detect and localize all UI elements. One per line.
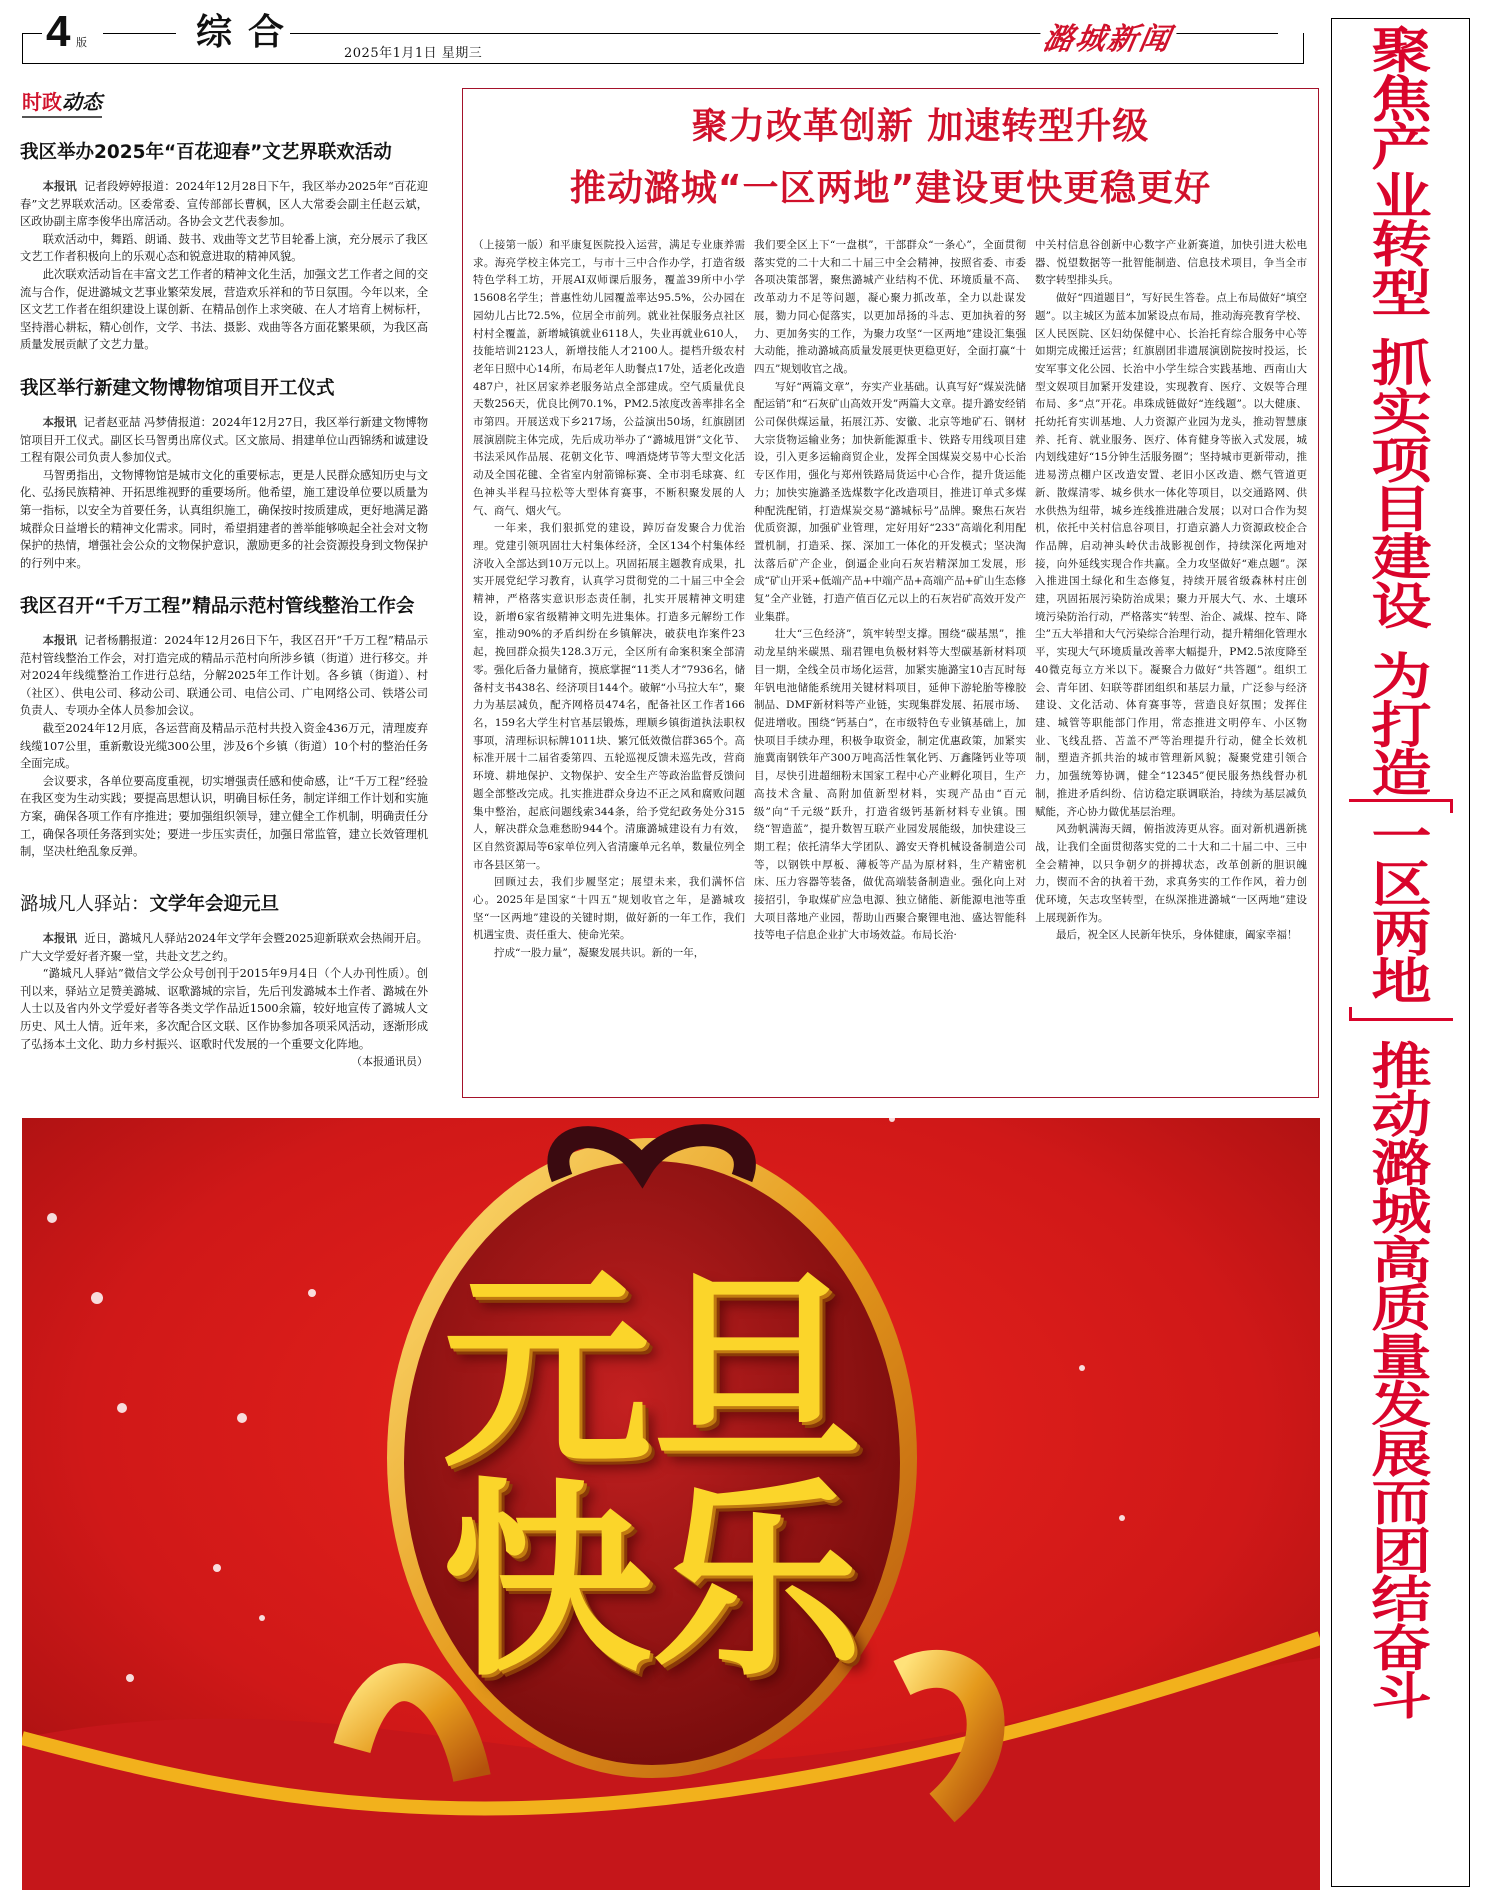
slogan-char: 聚 [1371,22,1432,80]
paragraph [20,930,428,965]
masthead-rule [22,33,42,34]
page-unit: 版 [76,36,87,49]
article-paragraph: 写好“两篇文章”，夯实产业基础。认真写好“煤炭洗储配运销”和“石灰矿山高效开发”两篇大文章。提升潞安经销公司保供煤运量，拓展江苏、安徽、北京等地矿石、钢材大宗货物运输业务；加快新能源重卡、铁路专用线项目建设，引入更多运输商贸企业，发挥全国煤炭交易中心长治专区作用，强化与郑州铁路局货运中心合作，提升货运能力；加快实施潞圣选煤数字化改造项目，推进订单式多煤种配洗配销，打造煤炭交易“潞城标号”品牌。聚焦石灰岩优质资源，加强矿业管理，定好用好“233”高端化利用配置机制，打造采、探、深加工一体化的开发模式；坚决淘汰落后矿产企业，倒逼企业向石灰岩精深加工发展，形成“矿山开采+低端产品+中端产品+高端产品+矿山生态修复”全产业链，打造产值百亿元以上的石灰岩矿高效开发产业集群。 [754,380,1026,623]
paragraph: 此次联欢活动旨在丰富文艺工作者的精神文化生活，加强文艺工作者之间的交流与合作，促进潞城文艺事业繁荣发展，营造欢乐祥和的节日氛围。今年以来，全区文艺工作者在组织建设上谋创新、在精品创作上求突破、在人才培育上树标杆，坚持潜心耕耘，精心创作，文学、书法、摄影、戏曲等各方面花繁果硕，为我区高质量发展贡献了文艺力量。 [20,267,428,352]
article-paragraph: 最后，祝全区人民新年快乐，身体健康，阖家幸福！ [1056,929,1298,942]
slogan-char: 推 [1371,1037,1432,1096]
paragraph: 联欢活动中，舞蹈、朗诵、鼓书、戏曲等文艺节目轮番上演，充分展示了我区文艺工作者积极向上的乐观心态和锐意进取的精神风貌。 [20,232,428,264]
headline-prefix: 潞城凡人驿站： [20,894,150,915]
slogan-segment [1332,799,1469,1021]
greeting-line-2: 快乐 [442,1460,863,1705]
slogan-char: 打 [1371,696,1432,755]
article-paragraph: 我们要全区上下“一盘棋”，干部群众“一条心”，全面贯彻落实党的二十大和二十届三中全会精神，按照省委、市委各项决策部署，聚焦潞城产业结构不优、环境质量不高、改革动力不足等问题，凝心聚力抓改革，全力以赴谋发展，勠力同心促落实，以更加昂扬的斗志、更加执着的努力、更加务实的工作，为聚力攻坚“一区两地”建设汇集强大动能，推动潞城高质量发展更快更稳更好，全面打赢“十四五”规划收官之战。 [754,239,1026,375]
news-headline[interactable] [20,892,428,918]
article-paragraph: 风劲帆满海天阔，俯指波涛更从容。面对新机遇新挑战，让我们全面贯彻落实党的二十大和二十届二中、三中全会精神，以只争朝夕的拼搏状态，改革创新的胆识魄力，锲而不舍的执着干劲，求真务实的工作作风，着力创优环境，矢志攻坚转型，在纵深推进潞城“一区两地”建设上展现新作为。 [1035,823,1307,924]
column-title-red: 时政 [22,90,62,114]
newspaper-logo: 潞城新闻 [1036,14,1180,58]
article-column-2 [754,237,1026,1089]
slogan-char: 城 [1371,1183,1432,1241]
paragraph [20,632,428,720]
slogan-char: 业 [1371,167,1432,226]
slogan-segment [1332,1037,1469,1726]
slogan-char: 项 [1371,432,1432,490]
slogan-char: 潞 [1371,1134,1432,1193]
article-paragraph: （上接第一版）和平康复医院投入运营，满足专业康养需求。海亮学校主体完工，与市十三中合作办学，打造省级特色学科工坊，开展AI双师课后服务，覆盖39所中小学15608名学生；普惠性幼儿园覆盖率达95.5%，公办园在园幼儿占比72.5%，位居全市前列。就业社保服务点社区村村全覆盖，新增城镇就业6118人，失业再就业610人，技能培训2123人，新增技能人才2100人。提档升级农村老年日照中心14所，布局老年人助餐点17处，适老化改造487户，社区居家养老服务站点全部建成。空气质量优良天数256天，优良比例70.1%，PM2.5浓度改善率排名全市第四。开展送戏下乡217场，公益演出50场，红旗剧团展演剧院主体完成，先后成功举办了“潞城甩饼”文化节、书法采风作品展、花朝文化节、啤酒烧烤节等大型文化活动及全国花毽、全省室内射箭锦标赛、全市羽毛球赛、红色神头半程马拉松等大型体育赛事，不断积聚发展的人气、商气、烟火气。 [473,239,745,517]
vertical-slogan-banner [1331,18,1470,1887]
slogan-char: 目 [1371,480,1432,539]
news-body [20,930,428,1071]
slogan-char: 造 [1371,745,1432,803]
paragraph-text: 近日，潞城凡人驿站2024年文学年会暨2025迎新联欢会热闹开启。广大文学爱好者齐聚一堂，共赴文艺之约。 [20,932,428,963]
slogan-char: 质 [1371,1280,1432,1338]
slogan-segment [1332,335,1469,636]
byline-tag: 本报讯 [42,932,77,945]
slogan-char: 一 [1371,807,1432,866]
issue-date: 2025年1月1日 星期三 [344,46,483,61]
slogan-char: 抓 [1371,335,1432,393]
news-item [20,594,428,861]
byline-tag: 本报讯 [42,634,77,647]
article-paragraph: 壮大“三色经济”，筑牢转型支撑。围绕“碳基黑”，推动龙星纳米碳黑、瑞君锂电负极材料等大型碳基新材料项目一期，全线全员市场化运营，加紧实施潞宝10吉瓦时每年钒电池储能系统用关键材料项目，延伸下游轮胎等橡胶制品、DMF新材料等产业链，实现集群发展、拓展市场、促进增收。围绕“钙基白”，在市级特色专业镇基础上，加快项目手续办理，积极争取资金，制定优惠政策，加紧实施冀南钢铁年产300万吨高活性氧化钙、万鑫隆钙业等项目，尽快引进超细粉末国家工程中心产业孵化项目，生产高技术含量、高附加值新型材料，实现产品由“百元级”向“千元级”跃升，打造省级钙基新材料专业镇。围绕“智造蓝”，提升数智互联产业园发展能级，加快建设三期工程；依托清华大学团队、潞安天脊机械设备制造公司等，以钢铁中厚板、薄板等产品为原材料，生产精密机床、压力容器等装备，做优高端装备制造业。强化向上对接招引，争取煤矿应急电源、独立储能、新能源电池等重大项目落地产业园，帮助山西聚合聚锂电池、盛达智能科技等电子信息企业扩大市场效益。布局长治· [754,628,1026,942]
paragraph [20,178,428,231]
article-paragraph: 中关村信息谷创新中心数字产业新赛道，加快引进大松电器、悦望数据等一批智能制造、信息技术项目，争当全市数字转型排头兵。 [1035,239,1307,287]
slogan-char: 实 [1371,383,1432,442]
news-item [20,140,428,354]
slogan-char: 型 [1371,264,1432,323]
article-paragraph: 拧成“一股力量”，凝聚发展共识。新的一年， [494,947,705,960]
slogan-char: 团 [1371,1522,1432,1581]
slogan-char: 两 [1371,904,1432,963]
slogan-char: 设 [1371,577,1432,636]
news-credit: （本报通讯员） [351,1055,428,1069]
masthead-rule [103,33,176,34]
byline-tag: 本报讯 [42,416,77,429]
paragraph [20,414,428,467]
slogan-char: 转 [1371,216,1432,274]
news-body [20,414,428,572]
article-paragraph: 回顾过去，我们步履坚定；展望未来，我们满怀信心。2025年是国家“十四五”规划收官之年，是潞城攻坚“一区两地”建设的关键时期，做好新的一年工作，我们机遇宝贵、责任重大、使命光荣。 [473,876,745,942]
slogan-char: 为 [1371,648,1432,706]
news-item [20,376,428,572]
slogan-char: 区 [1371,856,1432,914]
article-paragraph: 做好“四道题目”，写好民生答卷。点上布局做好“填空题”。以主城区为蓝本加紧设点布局，推动海亮教育学校、区人民医院、区妇幼保健中心、长治托育综合服务中心等如期完成搬迁运营；红旗剧团非遗展演剧院按时投运，长安军事文化公园、长治中小学生综合实践基地、西南山大型文娱项目加紧开发建设，实现教育、医疗、文娱等合理布局、多“点”开花。串珠成链做好“连线题”。以大健康、托幼托育实训基地、人力资源产业园为龙头，推动智慧康养、托育、就业服务、医疗、体育健身等嵌入式发展，城内划线建好“15分钟生活服务圈”；坚持城市更新带动，推进易涝点棚户区改造安置、老旧小区改造、燃气管道更新、散煤清零、城乡供水一体化等项目，以交通路网、供水供热为纽带，城乡连线推进融合发展；以对口合作为契机，依托中关村信息谷项目，打造京潞人力资源政校企合作品牌，启动神头岭伏击战影视创作，持续深化两地对接，向外延线实现合作共赢。全力攻坚做好“难点题”。深入推进国土绿化和生态修复，持续开展省级森林村庄创建，巩固拓展污染防治成果；聚力开展大气、水、土壤环境污染防治行动，严格落实“转型、治企、减煤、控车、降尘”五大举措和大气污染综合治理行动，提升精细化管理水平，实现大气环境质量改善率大幅提升，PM2.5浓度降至40微克每立方米以下。凝聚合力做好“共答题”。组织工会、青年团、妇联等群团组织和基层力量，广泛参与经济建设、文化活动、体育赛事等，营造良好氛围；发挥住建、城管等职能部门作用，常态推进文明停车、小区物业、飞线乱搭、苫盖不严等治理提升行动，健全长效机制，塑造齐抓共治的城市管理新风貌；凝聚党建引领合力，加强统筹协调，健全“12345”便民服务热线督办机制，推进矛盾纠纷、信访稳定联调联治，持续为基层减负赋能，齐心协力做优基层治理。 [1035,292,1307,818]
greeting-line-1: 元旦 [442,1250,863,1495]
new-year-greeting-image [22,1118,1320,1890]
slogan-char: 发 [1371,1377,1432,1435]
news-body [20,632,428,861]
news-item [20,892,428,1071]
main-headline-line1[interactable]: 聚力改革创新 加速转型升级 [691,106,1150,147]
slogan-char: 焦 [1371,70,1432,129]
article-column-1 [473,237,745,1089]
paragraph: 截至2024年12月底，各运营商及精品示范村共投入资金436万元，清理废弃线缆107公里，重新敷设光缆300公里，涉及6个乡镇（街道）10个村的整治任务全面完成。 [20,721,428,771]
paragraph-text: 记者杨鹏报道：2024年12月26日下午，我区召开“千万工程”精品示范村管线整治工作会，对打造完成的精品示范村向所涉乡镇（街道）进行移交。并对2024年线缆整治工作进行总结，分解2025年工作计划。各乡镇（街道）、村（社区）、供电公司、移动公司、联通公司、电信公司、广电网络公司、铁塔公司负责人、专项办全体人员参加会议。 [20,634,428,718]
slogan-char: 奋 [1371,1619,1432,1678]
paragraph: 会议要求，各单位要高度重视，切实增强责任感和使命感，让“千万工程”经验在我区变为生动实践；要提高思想认识，明确目标任务，制定详细工作计划和实施方案，确保各项工作有序推进；要加强组织领导，建立健全工作机制，明确责任分工，确保各项任务落到实处；要进一步压实责任，加强日常监管，建立长效管理机制，坚决杜绝乱象反弹。 [20,774,428,859]
slogan-char: 动 [1371,1086,1432,1144]
slogan-segment [1332,648,1469,803]
paragraph: “潞城凡人驿站”微信文学公众号创刊于2015年9月4日（个人办刊性质）。创刊以来，驿站立足赞美潞城、讴歌潞城的宗旨，先后刊发潞城本土作者、潞城在外人士以及省内外文学爱好者等各类文学作品近1500余篇，较好地宣传了潞城人文历史、风土人情。近年来，多次配合区文联、区作协参加各项采风活动，逐渐形成了弘扬本土文化、助力乡村振兴、讴歌时代发展的一个重要文化阵地。 [20,967,428,1051]
paragraph-text: 记者段婷婷报道：2024年12月28日下午，我区举办2025年“百花迎春”文艺界联欢活动。区委常委、宣传部部长曹枫，区人大常委会副主任赵云斌，区政协副主席李俊华出席活动。各协会文艺代表参加。 [20,180,429,229]
news-body [20,178,428,354]
news-headline[interactable]: 我区举行新建文物博物馆项目开工仪式 [20,378,335,399]
column-title [22,86,102,118]
article-paragraph: 一年来，我们狠抓党的建设，踔厉奋发聚合力优治理。党建引领巩固壮大村集体经济，全区134个村集体经济收入全部达到10万元以上。巩固拓展主题教育成果，扎实开展党纪学习教育，认真学习贯彻党的二十届三中全会精神，严格落实意识形态责任制，扎实开展精神文明建设，新增6家省级精神文明先进集体。打造多元解纷工作室，推动90%的矛盾纠纷在乡镇解决，破获电诈案件23起，挽回群众损失128.3万元，全区所有命案积案全部清零。强化后备力量储育，摸底掌握“11类人才”7936名，储备村支书438名、经济项目144个。破解“小马拉大车”，聚力为基层减负，配齐网格员474名，配备社区工作者166名，159名大学生村官基层锻炼，理顺乡镇街道执法职权事项，清理标识标牌1011块、繁冗低效微信群365个。高标准开展十二届省委第四、五轮巡视反馈未巡先改，营商环境、耕地保护、文物保护、安全生产等政治监督反馈问题全部整改完成。扎实推进群众身边不正之风和腐败问题集中整治，起底问题线索344条，给予党纪政务处分315人，解决群众急难愁盼944个。清廉潞城建设有力有效，区自然资源局等6家单位列入省清廉单元名单，数量位列全市各县区第一。 [473,522,745,871]
article-column-3 [1035,237,1307,1089]
headline-main: 文学年会迎元旦 [149,894,280,915]
slogan-char: 而 [1371,1474,1432,1532]
page-number: 4 [46,7,71,56]
main-article [462,88,1319,1098]
section-title: 综合 [196,11,301,53]
slogan-char: 产 [1371,119,1432,177]
slogan-segment [1332,22,1469,323]
slogan-char: 结 [1371,1571,1432,1629]
main-headline-line2[interactable]: 推动潞城“一区两地”建设更快更稳更好 [569,168,1212,209]
slogan-char: 建 [1371,529,1432,587]
paragraph: 马智勇指出，文物博物馆是城市文化的重要标志，更是人民群众感知历史与文化、弘扬民族精神、开拓思维视野的重要场所。他希望，施工建设单位要以质量为第一指标，以安全为首要任务，认真组织施工，确保按时按质建成，更好地满足潞城群众日益增长的精神文化需求。同时，希望捐建者的善举能够唤起全社会对文物保护的热情，增强社会公众的文物保护意识，激励更多的社会资源投身到文物保护的行列中来。 [20,468,428,570]
slogan-char: 斗 [1371,1668,1432,1726]
column-title-black: 动态 [62,90,102,114]
paragraph-text: 记者赵亚喆 冯梦倩报道：2024年12月27日，我区举行新建文物博物馆项目开工仪式。副区长马智勇出席仪式。区文旅局、捐建单位山西锦绣和诚建设工程有限公司负责人参加仪式。 [20,416,428,465]
slogan-char: 地 [1371,953,1432,1011]
slogan-char: 高 [1371,1231,1432,1290]
news-headline[interactable]: 我区召开“千万工程”精品示范村管线整治工作会 [20,596,415,617]
byline-tag: 本报讯 [42,180,77,193]
news-headline[interactable]: 我区举办2025年“百花迎春”文艺界联欢活动 [20,142,392,163]
slogan-char: 展 [1371,1425,1432,1484]
slogan-char: 量 [1371,1328,1432,1387]
